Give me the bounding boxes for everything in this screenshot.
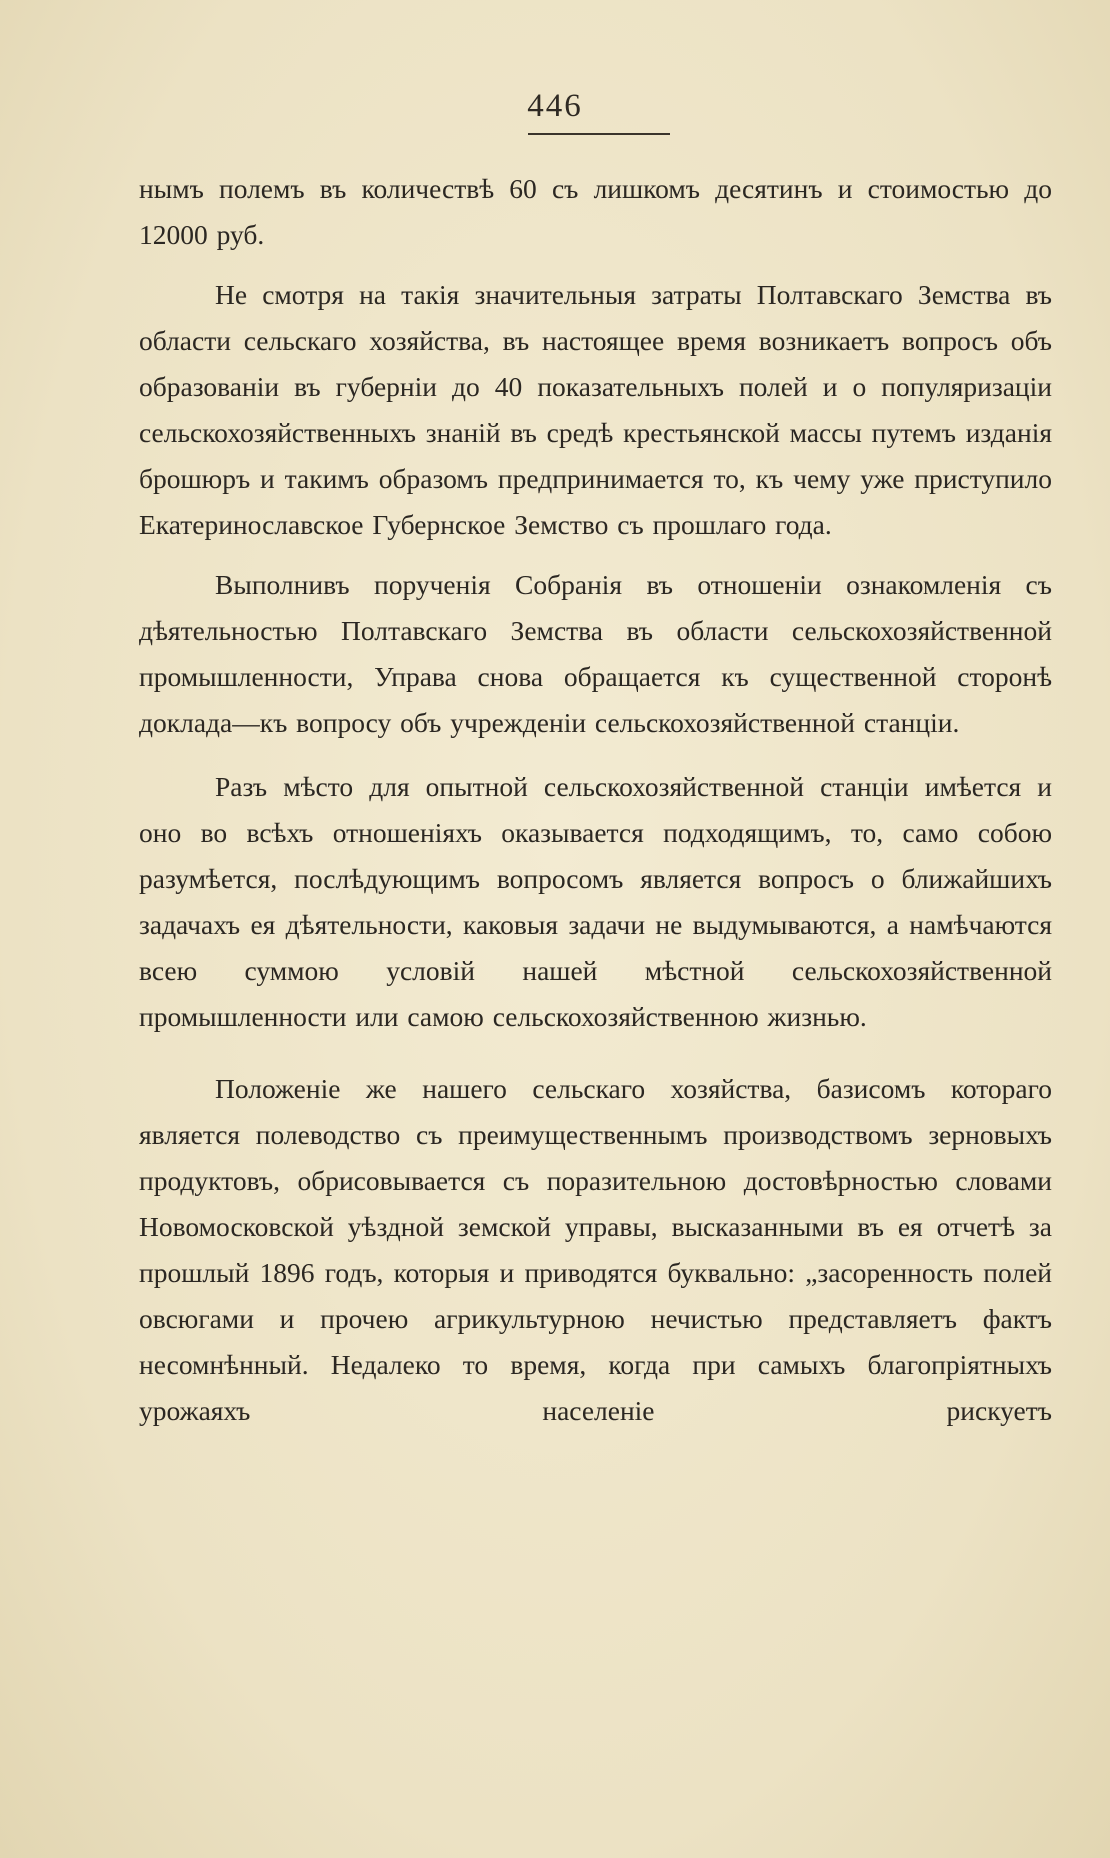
paragraph-station-tasks: Разъ мѣсто для опытной сельскохозяйственной станціи имѣется и оно во всѣхъ отношеніяхъ оказывается подходящимъ, то, само собою разумѣется, послѣдующимъ вопросомъ является вопросъ о ближайшихъ задачахъ ея дѣятельности, каковыя задачи не выдумываются, а намѣчаются всею суммою условій нашей мѣстной сельскохозяйственной промышленности или самою сельскохозяйственною жизнью. <box>139 771 1052 1032</box>
page-number: 446 <box>527 88 583 124</box>
paragraph-assembly-instructions: Выполнивъ порученія Собранія въ отношеніи ознакомленія съ дѣятельностью Полтавскаго Земства въ области сельскохозяйственной промышленности, Управа снова обращается къ существенной сторонѣ доклада—къ вопросу объ учрежденіи сельскохозяйственной станціи. <box>139 569 1052 738</box>
body-text <box>139 166 1052 1434</box>
paragraph-zemstvo-expenses: Не смотря на такія значительныя затраты Полтавскаго Земства въ области сельскаго хозяйства, въ настоящее время возникаетъ вопросъ объ образованіи въ губерніи до 40 показательныхъ полей и о популяризаціи сельскохозяйственныхъ знаній въ средѣ крестьянской массы путемъ изданія брошюръ и такимъ образомъ предпринимается то, къ чему уже приступило Екатеринославское Губернское Земство съ прошлаго года. <box>139 279 1052 540</box>
page-number-rule <box>528 133 670 135</box>
paragraph-continuation: нымъ полемъ въ количествѣ 60 съ лишкомъ десятинъ и стоимостью до 12000 руб. <box>139 173 1052 250</box>
paragraph-agriculture-state: Положеніе же нашего сельскаго хозяйства, базисомъ котораго является полеводство съ преимущественнымъ производствомъ зерновыхъ продуктовъ, обрисовывается съ поразительною достовѣрностью словами Новомосковской уѣздной земской управы, высказанными въ ея отчетѣ за прошлый 1896 годъ, которыя и приводятся буквально: „засоренность полей овсюгами и прочею агрикультурною нечистью представляетъ фактъ несомнѣнный. Недалеко то время, когда при самыхъ благопріятныхъ урожаяхъ населеніе рискуетъ <box>139 1073 1052 1426</box>
